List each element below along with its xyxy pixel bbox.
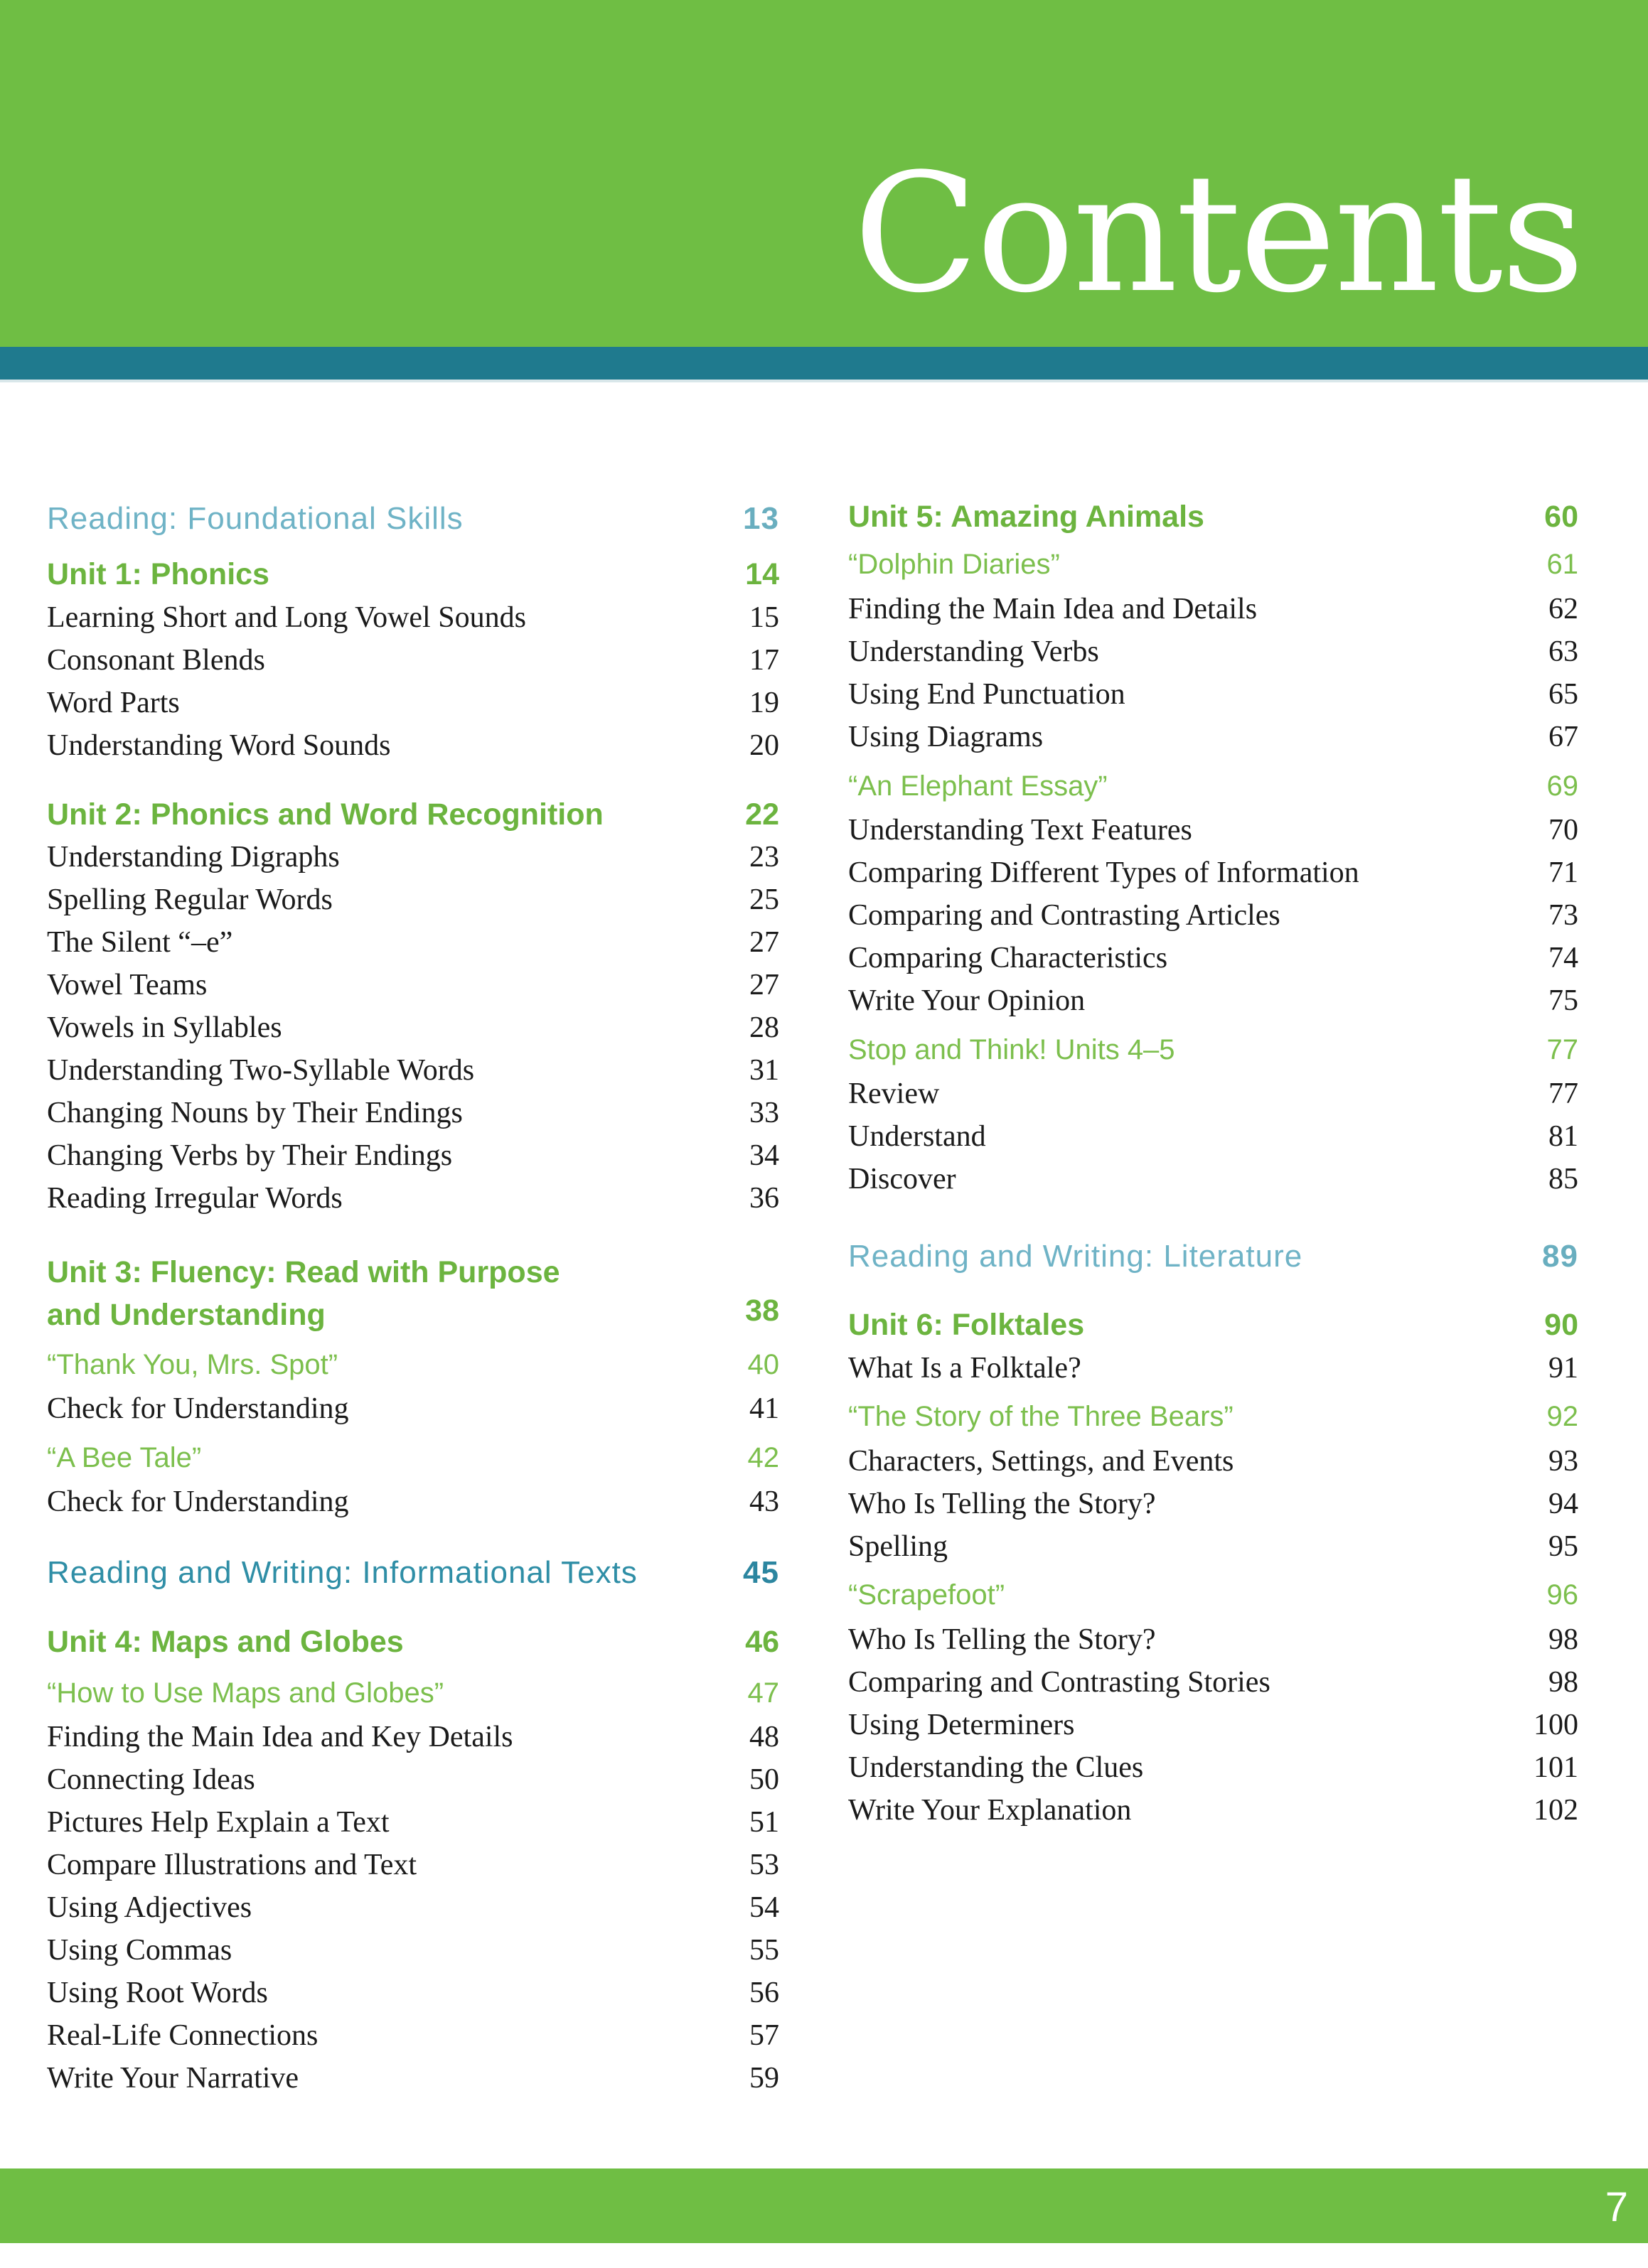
toc-page-number: 46 xyxy=(745,1625,779,1659)
toc-page-number: 101 xyxy=(1534,1751,1578,1784)
toc-page-number: 43 xyxy=(749,1485,779,1518)
toc-item-label: Reading Irregular Words xyxy=(47,1182,343,1215)
toc-page-number: 91 xyxy=(1548,1352,1578,1385)
toc-item-label: Using Root Words xyxy=(47,1977,268,2009)
toc-page-number: 38 xyxy=(745,1294,779,1328)
toc-unit-label: Unit 6: Folktales xyxy=(848,1308,1085,1342)
toc-story-label: “The Story of the Three Bears” xyxy=(848,1401,1234,1432)
toc-story-label: “A Bee Tale” xyxy=(47,1442,202,1473)
toc-item-label: Understanding Text Features xyxy=(848,814,1192,847)
toc-unit-label: Unit 4: Maps and Globes xyxy=(47,1625,404,1659)
toc-story-label: Stop and Think! Units 4–5 xyxy=(848,1034,1175,1065)
toc-page-number: 19 xyxy=(749,687,779,719)
toc-item-label: Using Diagrams xyxy=(848,721,1044,753)
toc-item-label: Learning Short and Long Vowel Sounds xyxy=(47,601,526,634)
toc-item-label: Finding the Main Idea and Key Details xyxy=(47,1721,513,1753)
toc-page-number: 93 xyxy=(1548,1445,1578,1478)
toc-item-label: Write Your Opinion xyxy=(848,984,1086,1017)
toc-item-label: Comparing Different Types of Information xyxy=(848,856,1359,889)
toc-page-number: 36 xyxy=(749,1182,779,1215)
toc-section-label: Reading and Writing: Literature xyxy=(848,1239,1303,1274)
toc-page-number: 33 xyxy=(749,1097,779,1129)
toc-page-number: 27 xyxy=(749,969,779,1001)
toc-item-label: What Is a Folktale? xyxy=(848,1352,1081,1385)
toc-page-number: 75 xyxy=(1548,984,1578,1017)
page-title: Contents xyxy=(853,139,1583,329)
toc-page-number: 56 xyxy=(749,1977,779,2009)
toc-item-label: Connecting Ideas xyxy=(47,1763,255,1796)
toc-item-label: Word Parts xyxy=(47,687,180,719)
toc-item-label: Understanding Word Sounds xyxy=(47,729,391,762)
toc-page-number: 98 xyxy=(1548,1623,1578,1656)
toc-item-label: Using End Punctuation xyxy=(848,678,1125,711)
toc-item-label: Changing Verbs by Their Endings xyxy=(47,1139,453,1172)
toc-item-label: Real-Life Connections xyxy=(47,2019,319,2052)
toc-item-label: The Silent “–e” xyxy=(47,926,233,959)
toc-page-number: 41 xyxy=(749,1392,779,1425)
toc-item-label: Characters, Settings, and Events xyxy=(848,1445,1234,1478)
toc-page-number: 20 xyxy=(749,729,779,762)
toc-item-label: Spelling Regular Words xyxy=(47,883,333,916)
toc-page-number: 51 xyxy=(749,1806,779,1839)
toc-story-label: “An Elephant Essay” xyxy=(848,770,1108,802)
toc-page-number: 57 xyxy=(749,2019,779,2052)
toc-page-number: 77 xyxy=(1546,1034,1578,1065)
toc-page-number: 42 xyxy=(747,1442,779,1473)
toc-page-number: 23 xyxy=(749,841,779,874)
toc-page-number: 13 xyxy=(743,501,779,536)
toc-page-number: 22 xyxy=(745,797,779,832)
toc-item-label: Who Is Telling the Story? xyxy=(848,1488,1156,1520)
toc-page-number: 67 xyxy=(1548,721,1578,753)
toc-unit-label: Unit 2: Phonics and Word Recognition xyxy=(47,797,604,832)
toc-page-number: 31 xyxy=(749,1054,779,1087)
toc-page-number: 77 xyxy=(1548,1077,1578,1110)
toc-page-number: 90 xyxy=(1544,1308,1578,1342)
toc-item-label: Check for Understanding xyxy=(47,1485,349,1518)
toc-item-label: Finding the Main Idea and Details xyxy=(848,593,1258,625)
toc-item-label: Understanding Verbs xyxy=(848,635,1099,668)
toc-item-label: Write Your Narrative xyxy=(47,2062,299,2095)
toc-page-number: 15 xyxy=(749,601,779,634)
toc-section-label: Reading and Writing: Informational Texts xyxy=(47,1555,638,1590)
toc-unit-label: Unit 5: Amazing Animals xyxy=(848,500,1204,534)
toc-item-label: Review xyxy=(848,1077,940,1110)
toc-page-number: 45 xyxy=(743,1555,779,1590)
toc-page-number: 100 xyxy=(1534,1709,1578,1741)
header-stripe xyxy=(0,347,1648,382)
toc-item-label: Check for Understanding xyxy=(47,1392,349,1425)
toc-page-number: 62 xyxy=(1548,593,1578,625)
toc-item-label: Comparing and Contrasting Stories xyxy=(848,1666,1270,1699)
toc-page-number: 40 xyxy=(747,1349,779,1380)
toc-unit-label: Unit 1: Phonics xyxy=(47,557,269,591)
toc-story-label: “Dolphin Diaries” xyxy=(848,549,1060,580)
toc-page-number: 28 xyxy=(749,1011,779,1044)
toc-page-number: 96 xyxy=(1546,1579,1578,1611)
toc-item-label: Comparing and Contrasting Articles xyxy=(848,899,1280,932)
toc-item-label: Vowels in Syllables xyxy=(47,1011,282,1044)
toc-page-number: 53 xyxy=(749,1849,779,1881)
toc-item-label: Consonant Blends xyxy=(47,644,265,677)
toc-item-label: Vowel Teams xyxy=(47,969,208,1001)
toc-item-label: Using Adjectives xyxy=(47,1891,252,1924)
toc-page-number: 27 xyxy=(749,926,779,959)
toc-page-number: 81 xyxy=(1548,1120,1578,1153)
toc-page-number: 61 xyxy=(1546,549,1578,580)
toc-page-number: 63 xyxy=(1548,635,1578,668)
toc-page-number: 95 xyxy=(1548,1530,1578,1563)
toc-page-number: 25 xyxy=(749,883,779,916)
toc-page-number: 102 xyxy=(1534,1794,1578,1827)
toc-page-number: 17 xyxy=(749,644,779,677)
toc-item-label: Understanding the Clues xyxy=(848,1751,1144,1784)
toc-page-number: 34 xyxy=(749,1139,779,1172)
toc-item-label: Using Commas xyxy=(47,1934,232,1967)
toc-page-number: 48 xyxy=(749,1721,779,1753)
toc-page-number: 55 xyxy=(749,1934,779,1967)
toc-page-number: 70 xyxy=(1548,814,1578,847)
toc-page-number: 59 xyxy=(749,2062,779,2095)
footer-band xyxy=(0,2168,1648,2243)
toc-page-number: 94 xyxy=(1548,1488,1578,1520)
toc-page-number: 73 xyxy=(1548,899,1578,932)
toc-item-label: Pictures Help Explain a Text xyxy=(47,1806,390,1839)
page-number: 7 xyxy=(1605,2184,1628,2230)
toc-page-number: 92 xyxy=(1546,1401,1578,1432)
toc-page-number: 85 xyxy=(1548,1163,1578,1195)
toc-item-label: Discover xyxy=(848,1163,956,1195)
toc-story-label: “Thank You, Mrs. Spot” xyxy=(47,1349,338,1380)
toc-page-number: 98 xyxy=(1548,1666,1578,1699)
toc-item-label: Understanding Digraphs xyxy=(47,841,340,874)
toc-item-label: Using Determiners xyxy=(848,1709,1075,1741)
toc-page-number: 71 xyxy=(1548,856,1578,889)
toc-page-number: 65 xyxy=(1548,678,1578,711)
toc-item-label: Comparing Characteristics xyxy=(848,942,1168,974)
toc-story-label: “How to Use Maps and Globes” xyxy=(47,1677,444,1709)
toc-page-number: 69 xyxy=(1546,770,1578,802)
toc-item-label: Who Is Telling the Story? xyxy=(848,1623,1156,1656)
toc-item-label: Write Your Explanation xyxy=(848,1794,1132,1827)
toc-page-number: 47 xyxy=(747,1677,779,1709)
toc-page-number: 14 xyxy=(745,557,779,591)
toc-section-label: Reading: Foundational Skills xyxy=(47,501,464,536)
toc-page-number: 74 xyxy=(1548,942,1578,974)
toc-item-label: Understand xyxy=(848,1120,986,1153)
toc-item-label: Understanding Two-Syllable Words xyxy=(47,1054,475,1087)
toc-page-number: 60 xyxy=(1544,500,1578,534)
toc-page-number: 54 xyxy=(749,1891,779,1924)
toc-story-label: “Scrapefoot” xyxy=(848,1579,1005,1611)
toc-item-label: Spelling xyxy=(848,1530,948,1563)
toc-item-label: Changing Nouns by Their Endings xyxy=(47,1097,463,1129)
toc-page-number: 50 xyxy=(749,1763,779,1796)
toc-page-number: 89 xyxy=(1542,1239,1578,1274)
toc-item-label: Compare Illustrations and Text xyxy=(47,1849,417,1881)
toc-unit-label: Unit 3: Fluency: Read with Purpose and Understanding xyxy=(47,1255,560,1332)
